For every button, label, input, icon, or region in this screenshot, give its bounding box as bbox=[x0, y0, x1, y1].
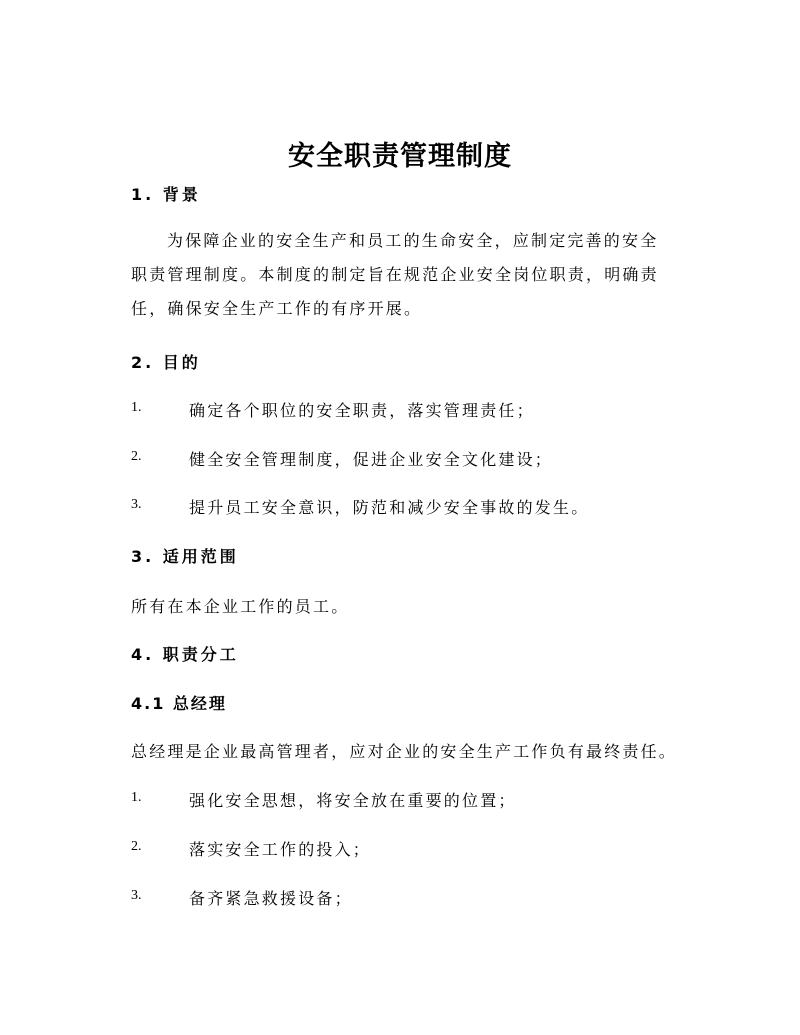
scope-text: 所有在本企业工作的员工。 bbox=[131, 597, 350, 616]
background-paragraph: 为保障企业的安全生产和员工的生命安全，应制定完善的安全职责管理制度。本制度的制定旨在规范企业安全岗位职责，明确责任，确保安全生产工作的有序开展。 bbox=[131, 231, 659, 318]
list-item-number: 3. bbox=[131, 497, 142, 512]
list-item-number: 2. bbox=[131, 449, 142, 464]
section-heading-purpose: 2. 目的 bbox=[131, 353, 201, 372]
list-item-text: 落实安全工作的投入； bbox=[189, 840, 372, 859]
section-heading-duties: 4. 职责分工 bbox=[131, 645, 239, 664]
general-manager-text: 总经理是企业最高管理者，应对企业的安全生产工作负有最终责任。 bbox=[131, 742, 678, 761]
list-item-text: 备齐紧急救援设备； bbox=[189, 889, 353, 908]
list-item-number: 2. bbox=[131, 839, 142, 854]
subsection-heading-general-manager: 4.1 总经理 bbox=[131, 694, 227, 713]
list-item-number: 1. bbox=[131, 400, 142, 415]
list-item-number: 1. bbox=[131, 790, 142, 805]
list-item-text: 确定各个职位的安全职责，落实管理责任； bbox=[189, 401, 535, 420]
list-item-text: 提升员工安全意识，防范和减少安全事故的发生。 bbox=[189, 498, 590, 517]
list-item-text: 强化安全思想，将安全放在重要的位置； bbox=[189, 791, 517, 810]
list-item-text: 健全安全管理制度，促进企业安全文化建设； bbox=[189, 450, 554, 469]
section-heading-background: 1. 背景 bbox=[131, 185, 201, 204]
document-title: 安全职责管理制度 bbox=[288, 141, 512, 172]
list-item-number: 3. bbox=[131, 888, 142, 903]
section-heading-scope: 3. 适用范围 bbox=[131, 547, 239, 566]
